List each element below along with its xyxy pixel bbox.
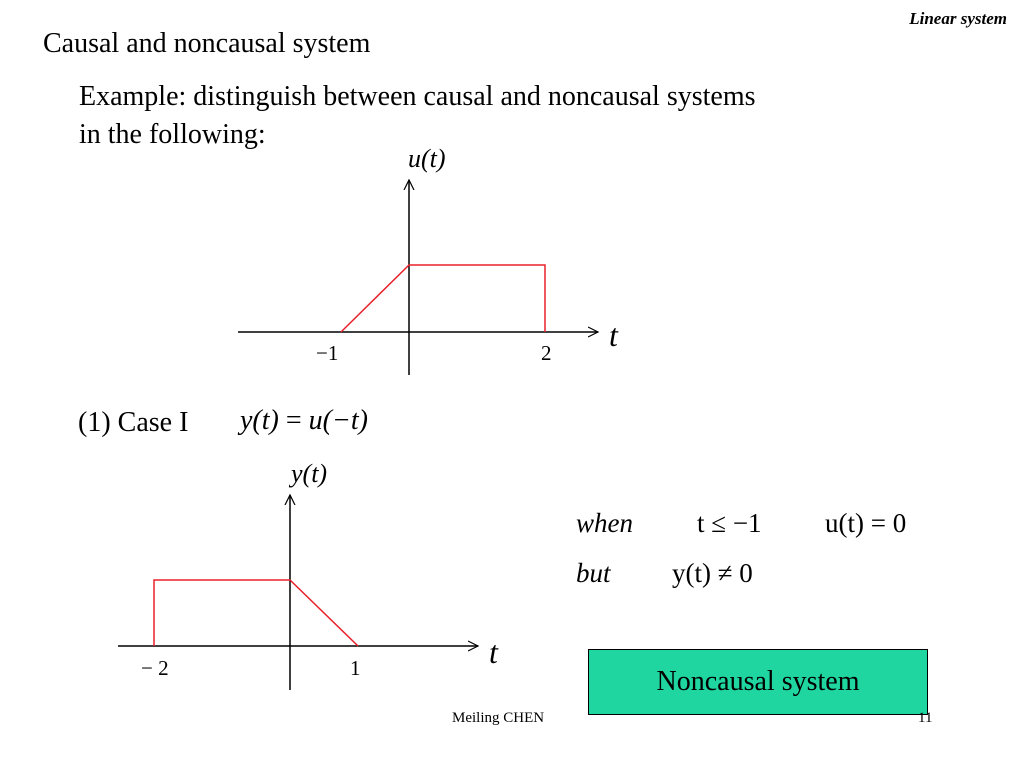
example-line-2: in the following: xyxy=(79,119,266,150)
output-plot xyxy=(118,459,499,690)
when-condition: t ≤ −1 xyxy=(697,508,762,538)
output-tick-left: − 2 xyxy=(141,656,169,680)
output-y-label: y(t) xyxy=(291,459,328,488)
equation-lhs: y(t) xyxy=(240,405,279,436)
output-tick-right: 1 xyxy=(350,656,361,680)
result-label: Noncausal system xyxy=(656,666,860,697)
input-plot xyxy=(238,144,619,375)
output-signal-line xyxy=(154,580,358,646)
section-header: Linear system xyxy=(909,9,1007,28)
slide-title: Causal and noncausal system xyxy=(43,28,371,59)
equation-rhs: u(−t) xyxy=(308,405,368,436)
case-label: (1) Case I xyxy=(78,407,189,438)
but-result: y(t) ≠ 0 xyxy=(672,558,753,588)
input-tick-right: 2 xyxy=(541,341,552,365)
output-x-label: t xyxy=(489,634,498,670)
but-word: but xyxy=(576,558,611,588)
when-word: when xyxy=(576,508,633,538)
footer-author: Meiling CHEN xyxy=(452,710,545,726)
equation-equals: = xyxy=(285,405,302,436)
input-y-label: u(t) xyxy=(408,144,446,173)
input-x-label: t xyxy=(609,317,618,353)
input-signal-line xyxy=(341,265,545,332)
noncausal-result-box xyxy=(588,649,928,715)
footer-page-number: 11 xyxy=(918,710,933,726)
input-tick-left: −1 xyxy=(316,341,339,365)
example-line-1: Example: distinguish between causal and noncausal systems xyxy=(79,81,756,112)
when-result: u(t) = 0 xyxy=(825,508,907,538)
case-equation xyxy=(240,405,368,437)
